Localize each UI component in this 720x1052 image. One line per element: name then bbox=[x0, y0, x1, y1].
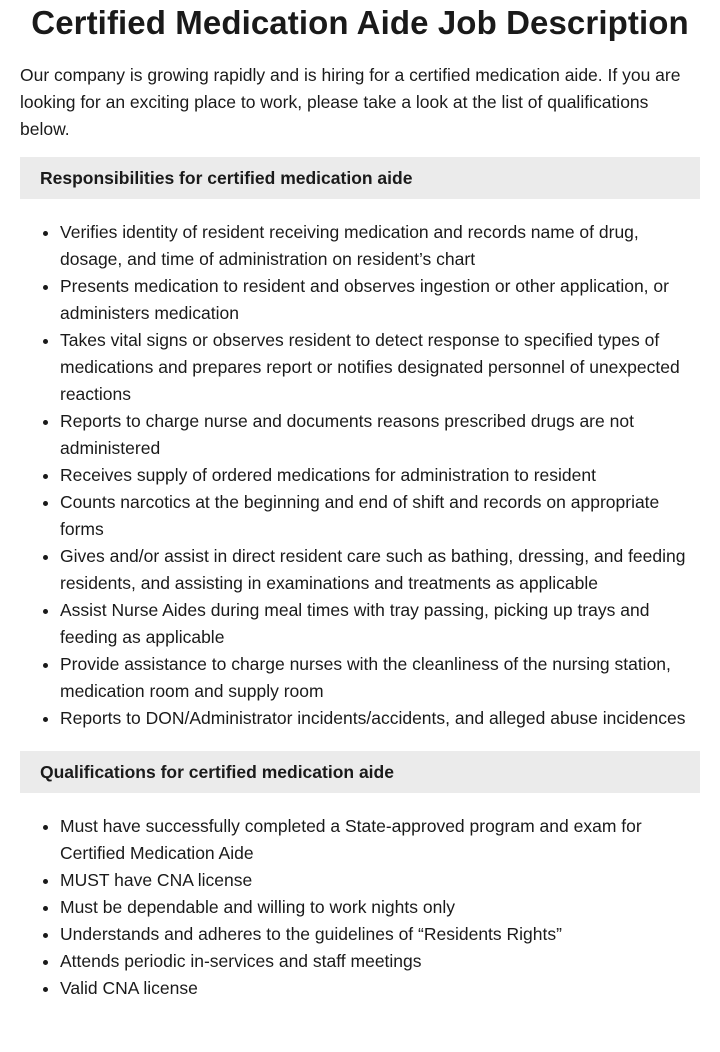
list-item: • Understands and adheres to the guidelines of “Residents Rights” bbox=[60, 921, 700, 948]
list-item: • Attends periodic in-services and staff meetings bbox=[60, 948, 700, 975]
list-item: • Provide assistance to charge nurses with the cleanliness of the nursing station, medication room and supply room bbox=[60, 651, 700, 705]
list-item: • MUST have CNA license bbox=[60, 867, 700, 894]
list-item: • Verifies identity of resident receiving medication and records name of drug, dosage, and time of administration on resident’s chart bbox=[60, 219, 700, 273]
responsibilities-heading: Responsibilities for certified medication aide bbox=[20, 157, 700, 199]
list-item: • Reports to DON/Administrator incidents/accidents, and alleged abuse incidences bbox=[60, 705, 700, 732]
list-item: • Gives and/or assist in direct resident care such as bathing, dressing, and feeding residents, and assisting in examinations and treatments as applicable bbox=[60, 543, 700, 597]
list-item: • Takes vital signs or observes resident to detect response to specified types of medications and prepares report or notifies designated personnel of unexpected reactions bbox=[60, 327, 700, 408]
page-title: Certified Medication Aide Job Description bbox=[31, 4, 689, 41]
list-item: • Counts narcotics at the beginning and end of shift and records on appropriate forms bbox=[60, 489, 700, 543]
intro-paragraph: Our company is growing rapidly and is hiring for a certified medication aide. If you are looking for an exciting place to work, please take a look at the list of qualifications below. bbox=[20, 65, 681, 139]
list-item: • Receives supply of ordered medications for administration to resident bbox=[60, 462, 700, 489]
list-item: • Assist Nurse Aides during meal times with tray passing, picking up trays and feeding as applicable bbox=[60, 597, 700, 651]
responsibilities-list bbox=[20, 219, 700, 732]
list-item: • Must be dependable and willing to work nights only bbox=[60, 894, 700, 921]
list-item: • Presents medication to resident and observes ingestion or other application, or administers medication bbox=[60, 273, 700, 327]
list-item: • Must have successfully completed a State-approved program and exam for Certified Medication Aide bbox=[60, 813, 700, 867]
qualifications-heading: Qualifications for certified medication aide bbox=[20, 751, 700, 793]
list-item: • Reports to charge nurse and documents reasons prescribed drugs are not administered bbox=[60, 408, 700, 462]
qualifications-list bbox=[20, 813, 700, 1002]
list-item: • Valid CNA license bbox=[60, 975, 700, 1002]
